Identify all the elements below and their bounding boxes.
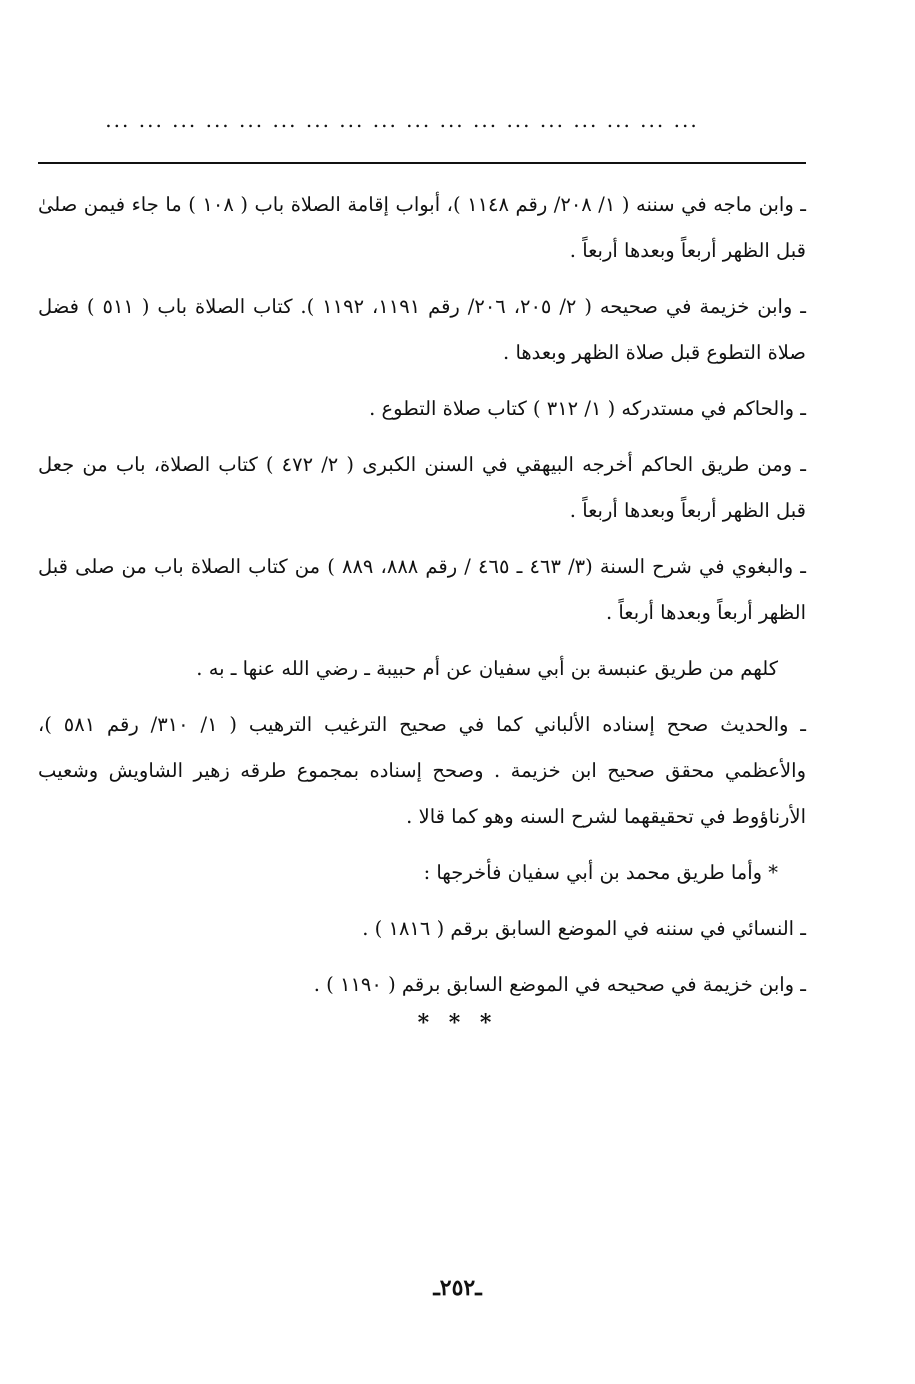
footnote-paragraph-bayhaqi: ـ ومن طريق الحاكم أخرجه البيهقي في السنن الكبرى ( ٢/ ٤٧٢ ) كتاب الصلاة، باب من جعل قبل الظهر أربعاً وبعدها أربعاً .	[38, 453, 806, 522]
section-separator: * * *	[417, 1010, 498, 1036]
footnote-paragraph-ibn-khuzaymah: ـ وابن خزيمة في صحيحه ( ٢/ ٢٠٥، ٢٠٦/ رقم ١١٩١، ١١٩٢ ). كتاب الصلاة باب ( ٥١١ ) فضل صلاة التطوع قبل صلاة الظهر وبعدها .	[38, 295, 806, 364]
footnote-paragraph-ibn-majah: ـ وابن ماجه في سننه ( ١/ ٢٠٨/ رقم ١١٤٨ )، أبواب إقامة الصلاة باب ( ١٠٨ ) ما جاء فيمن صلىٰ قبل الظهر أربعاً وبعدها أربعاً .	[38, 193, 806, 262]
page-number: ـ٢٥٢ـ	[433, 1275, 482, 1301]
footnote-paragraph-nasai: ـ النسائي في سننه في الموضع السابق برقم ( ١٨١٦ ) .	[362, 917, 806, 940]
footnote-paragraph-summary: كلهم من طريق عنبسة بن أبي سفيان عن أم حبيبة ـ رضي الله عنها ـ به .	[196, 657, 778, 680]
footnote-divider	[38, 162, 806, 164]
footnote-paragraph-grading: ـ والحديث صحح إسناده الألباني كما في صحيح الترغيب الترهيب ( ١/ ٣١٠/ رقم ٥٨١ )، والأعظمي محقق صحيح ابن خزيمة . وصحح إسناده بمجموع طرقه زهير الشاويش وشعيب الأرناؤوط في تحقيقهما لشرح السنه وهو كما قالا .	[38, 713, 806, 828]
footnote-paragraph-ibn-khuzaymah-2: ـ وابن خزيمة في صحيحه في الموضع السابق برقم ( ١١٩٠ ) .	[313, 973, 806, 996]
footnote-paragraph-second-route: * وأما طريق محمد بن أبي سفيان فأخرجها :	[423, 861, 778, 884]
footnote-paragraph-hakim: ـ والحاكم في مستدركه ( ١/ ٣١٢ ) كتاب صلاة التطوع .	[369, 397, 806, 420]
footnote-paragraph-baghawi: ـ والبغوي في شرح السنة (٣/ ٤٦٣ ـ ٤٦٥ / رقم ٨٨٨، ٨٨٩ ) من كتاب الصلاة باب من صلى قبل الظهر أربعاً وبعدها أربعاً .	[38, 555, 806, 624]
footnote-body	[38, 182, 806, 1018]
header-dots: ... ... ... ... ... ... ... ... ... ... ... ... ... ... ... ... ... ...	[105, 108, 699, 132]
